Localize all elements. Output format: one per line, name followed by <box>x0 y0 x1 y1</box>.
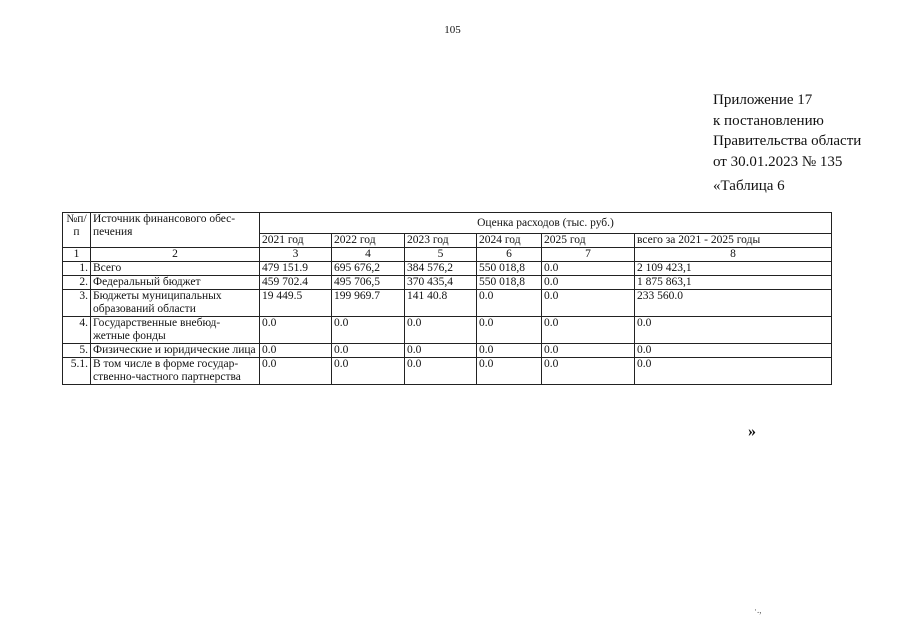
row-value: 0.0 <box>635 317 832 344</box>
header-year: 2024 год <box>477 234 542 248</box>
row-value: 0.0 <box>477 344 542 358</box>
scan-mark: ·., <box>754 605 762 615</box>
table-row <box>63 344 832 358</box>
row-value: 0.0 <box>477 290 542 317</box>
row-value: 0.0 <box>260 344 332 358</box>
row-value: 0.0 <box>260 358 332 385</box>
row-value: 2 109 423,1 <box>635 262 832 276</box>
table-row <box>63 276 832 290</box>
row-value: 0.0 <box>332 358 405 385</box>
row-value: 550 018,8 <box>477 276 542 290</box>
row-value: 550 018,8 <box>477 262 542 276</box>
budget-table <box>62 212 832 385</box>
row-value: 0.0 <box>542 317 635 344</box>
column-number: 3 <box>260 248 332 262</box>
row-number: 5.1. <box>63 358 91 385</box>
header-year: 2022 год <box>332 234 405 248</box>
appendix-line-1: Приложение 17 <box>713 92 813 108</box>
closing-quote: » <box>748 423 756 440</box>
row-value: 384 576,2 <box>405 262 477 276</box>
row-value: 0.0 <box>477 317 542 344</box>
table-row <box>63 317 832 344</box>
column-number: 6 <box>477 248 542 262</box>
row-number: 4. <box>63 317 91 344</box>
table-row <box>63 358 832 385</box>
header-num: №п/п <box>63 213 91 248</box>
row-source: Федеральный бюджет <box>91 276 260 290</box>
row-value: 0.0 <box>542 358 635 385</box>
column-number: 5 <box>405 248 477 262</box>
row-value: 0.0 <box>635 358 832 385</box>
row-value: 495 706,5 <box>332 276 405 290</box>
row-number: 3. <box>63 290 91 317</box>
row-source: Всего <box>91 262 260 276</box>
row-value: 199 969.7 <box>332 290 405 317</box>
column-number: 4 <box>332 248 405 262</box>
row-value: 0.0 <box>542 344 635 358</box>
row-value: 0.0 <box>405 317 477 344</box>
row-number: 2. <box>63 276 91 290</box>
row-value: 0.0 <box>542 276 635 290</box>
appendix-line-2: к постановлению <box>713 112 824 129</box>
header-source: Источник финансового обес-печения <box>91 213 260 248</box>
table-row <box>63 290 832 317</box>
header-year: 2021 год <box>260 234 332 248</box>
row-value: 479 151.9 <box>260 262 332 276</box>
table-row <box>63 262 832 276</box>
row-value: 695 676,2 <box>332 262 405 276</box>
row-value: 141 40.8 <box>405 290 477 317</box>
column-number: 2 <box>91 248 260 262</box>
row-number: 1. <box>63 262 91 276</box>
column-number: 8 <box>635 248 832 262</box>
row-value: 0.0 <box>405 358 477 385</box>
table-caption: «Таблица 6 <box>713 178 785 194</box>
row-source: В том числе в форме государ-ственно-частного партнерства <box>91 358 260 385</box>
page-number: 105 <box>444 24 461 36</box>
header-row <box>63 213 832 234</box>
row-value: 233 560.0 <box>635 290 832 317</box>
row-value: 1 875 863,1 <box>635 276 832 290</box>
header-year: 2025 год <box>542 234 635 248</box>
column-numbers-row <box>63 248 832 262</box>
row-value: 0.0 <box>542 290 635 317</box>
row-value: 0.0 <box>477 358 542 385</box>
row-value: 0.0 <box>542 262 635 276</box>
row-value: 19 449.5 <box>260 290 332 317</box>
row-value: 459 702.4 <box>260 276 332 290</box>
appendix-line-4: от 30.01.2023 № 135 <box>713 153 843 170</box>
header-year-total: всего за 2021 - 2025 годы <box>635 234 832 248</box>
header-year: 2023 год <box>405 234 477 248</box>
row-source: Физические и юридические лица <box>91 344 260 358</box>
header-expense-group: Оценка расходов (тыс. руб.) <box>260 213 832 234</box>
row-value: 370 435,4 <box>405 276 477 290</box>
column-number: 1 <box>63 248 91 262</box>
appendix-block <box>713 90 861 172</box>
row-source: Бюджеты муниципальных образований области <box>91 290 260 317</box>
row-number: 5. <box>63 344 91 358</box>
appendix-line-3: Правительства области <box>713 133 862 149</box>
column-number: 7 <box>542 248 635 262</box>
row-value: 0.0 <box>332 344 405 358</box>
row-value: 0.0 <box>405 344 477 358</box>
row-value: 0.0 <box>332 317 405 344</box>
row-value: 0.0 <box>260 317 332 344</box>
row-value: 0.0 <box>635 344 832 358</box>
row-source: Государственные внебюд-жетные фонды <box>91 317 260 344</box>
